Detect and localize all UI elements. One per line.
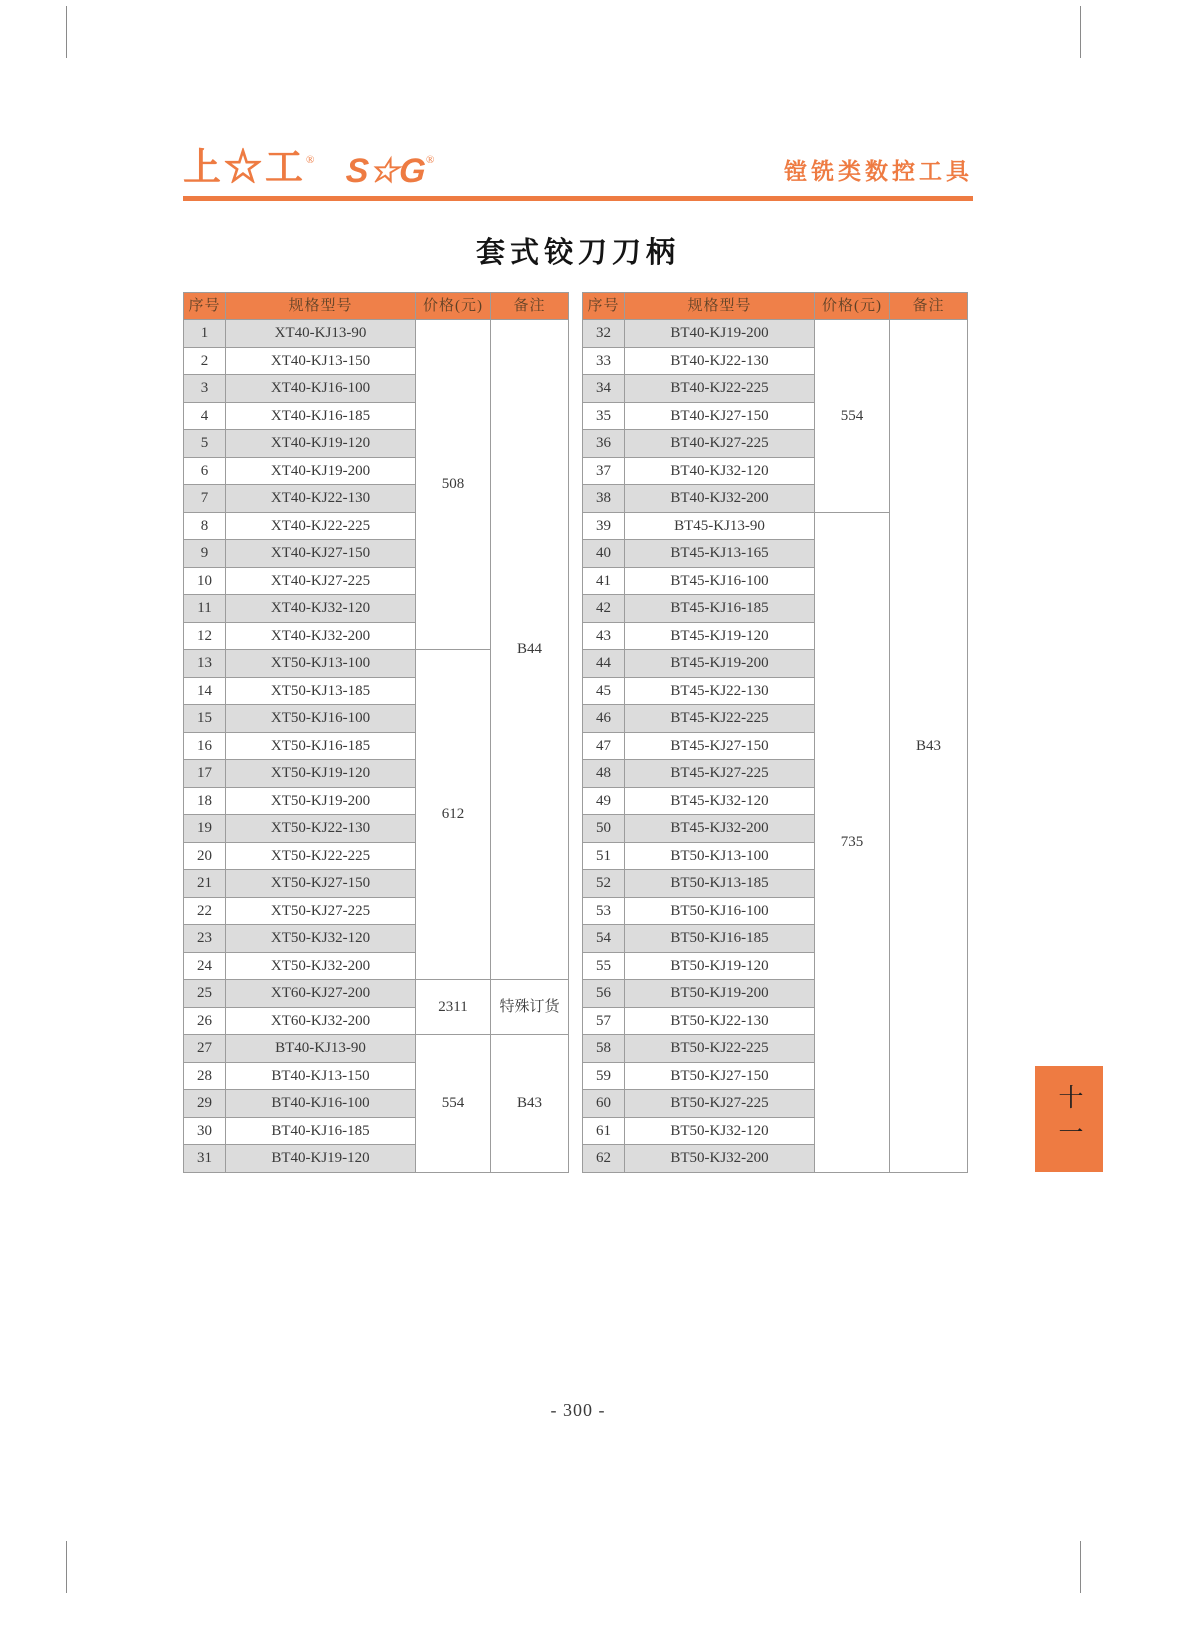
column-header: 序号 — [184, 293, 226, 320]
model-code: BT50-KJ16-185 — [625, 925, 815, 953]
row-number: 60 — [583, 1090, 625, 1118]
row-number: 41 — [583, 567, 625, 595]
model-code: BT45-KJ19-120 — [625, 622, 815, 650]
row-number: 48 — [583, 760, 625, 788]
model-code: BT45-KJ13-90 — [625, 512, 815, 540]
category-title: 镗铣类数控工具 — [784, 158, 973, 184]
model-code: BT50-KJ19-200 — [625, 980, 815, 1008]
price-table-right — [582, 292, 968, 1173]
price-value: 612 — [416, 650, 491, 980]
row-number: 38 — [583, 485, 625, 513]
model-code: BT40-KJ27-225 — [625, 430, 815, 458]
row-number: 4 — [184, 402, 226, 430]
row-number: 9 — [184, 540, 226, 568]
model-code: XT50-KJ32-120 — [226, 925, 416, 953]
row-number: 29 — [184, 1090, 226, 1118]
page-title: 套式铰刀刀柄 — [475, 237, 680, 269]
model-code: BT50-KJ16-100 — [625, 897, 815, 925]
crop-mark-bottom-left — [66, 1541, 67, 1593]
model-code: XT40-KJ13-90 — [226, 320, 416, 348]
model-code: XT40-KJ32-120 — [226, 595, 416, 623]
price-value: 554 — [416, 1035, 491, 1173]
row-number: 59 — [583, 1062, 625, 1090]
row-number: 58 — [583, 1035, 625, 1063]
model-code: XT50-KJ16-185 — [226, 732, 416, 760]
model-code: BT45-KJ27-150 — [625, 732, 815, 760]
row-number: 21 — [184, 870, 226, 898]
model-code: XT40-KJ16-100 — [226, 375, 416, 403]
model-code: BT40-KJ19-120 — [226, 1145, 416, 1173]
row-number: 49 — [583, 787, 625, 815]
masthead — [183, 136, 973, 192]
row-number: 42 — [583, 595, 625, 623]
crop-mark-bottom-right — [1080, 1541, 1081, 1593]
model-code: BT45-KJ16-185 — [625, 595, 815, 623]
model-code: XT60-KJ32-200 — [226, 1007, 416, 1035]
column-header: 备注 — [890, 293, 968, 320]
row-number: 61 — [583, 1117, 625, 1145]
model-code: BT45-KJ32-120 — [625, 787, 815, 815]
row-number: 23 — [184, 925, 226, 953]
row-number: 6 — [184, 457, 226, 485]
row-number: 11 — [184, 595, 226, 623]
model-code: BT50-KJ19-120 — [625, 952, 815, 980]
row-number: 47 — [583, 732, 625, 760]
row-number: 31 — [184, 1145, 226, 1173]
row-number: 36 — [583, 430, 625, 458]
price-value: 554 — [815, 320, 890, 513]
row-number: 28 — [184, 1062, 226, 1090]
model-code: XT40-KJ19-120 — [226, 430, 416, 458]
model-code: XT40-KJ27-150 — [226, 540, 416, 568]
crop-mark-top-left — [66, 6, 67, 58]
row-number: 24 — [184, 952, 226, 980]
chapter-tab — [1035, 1066, 1103, 1172]
column-header: 价格(元) — [815, 293, 890, 320]
row-number: 32 — [583, 320, 625, 348]
model-code: BT40-KJ32-200 — [625, 485, 815, 513]
row-number: 54 — [583, 925, 625, 953]
remark-value: B43 — [890, 320, 968, 1173]
row-number: 15 — [184, 705, 226, 733]
remark-value: 特殊订货 — [491, 980, 569, 1035]
model-code: BT40-KJ13-90 — [226, 1035, 416, 1063]
brand-logo-sg: S☆G — [345, 152, 428, 190]
row-number: 62 — [583, 1145, 625, 1173]
model-code: BT45-KJ22-130 — [625, 677, 815, 705]
row-number: 10 — [184, 567, 226, 595]
row-number: 14 — [184, 677, 226, 705]
model-code: XT40-KJ16-185 — [226, 402, 416, 430]
row-number: 20 — [184, 842, 226, 870]
price-table-left — [183, 292, 569, 1173]
crop-mark-top-right — [1080, 6, 1081, 58]
row-number: 39 — [583, 512, 625, 540]
table-row — [583, 320, 968, 348]
model-code: BT40-KJ22-130 — [625, 347, 815, 375]
table-row — [184, 1035, 569, 1063]
model-code: XT40-KJ27-225 — [226, 567, 416, 595]
remark-value: B43 — [491, 1035, 569, 1173]
row-number: 1 — [184, 320, 226, 348]
row-number: 33 — [583, 347, 625, 375]
row-number: 45 — [583, 677, 625, 705]
model-code: BT50-KJ13-185 — [625, 870, 815, 898]
column-header: 价格(元) — [416, 293, 491, 320]
row-number: 56 — [583, 980, 625, 1008]
row-number: 25 — [184, 980, 226, 1008]
model-code: BT50-KJ32-200 — [625, 1145, 815, 1173]
model-code: XT40-KJ32-200 — [226, 622, 416, 650]
model-code: XT50-KJ16-100 — [226, 705, 416, 733]
model-code: BT40-KJ13-150 — [226, 1062, 416, 1090]
row-number: 43 — [583, 622, 625, 650]
row-number: 50 — [583, 815, 625, 843]
model-code: XT50-KJ19-200 — [226, 787, 416, 815]
row-number: 22 — [184, 897, 226, 925]
row-number: 55 — [583, 952, 625, 980]
row-number: 26 — [184, 1007, 226, 1035]
row-number: 53 — [583, 897, 625, 925]
column-header: 规格型号 — [226, 293, 416, 320]
model-code: BT50-KJ32-120 — [625, 1117, 815, 1145]
registered-mark-icon: ® — [425, 154, 435, 166]
model-code: BT50-KJ22-130 — [625, 1007, 815, 1035]
row-number: 3 — [184, 375, 226, 403]
row-number: 51 — [583, 842, 625, 870]
row-number: 37 — [583, 457, 625, 485]
price-value: 508 — [416, 320, 491, 650]
row-number: 34 — [583, 375, 625, 403]
model-code: BT45-KJ13-165 — [625, 540, 815, 568]
row-number: 7 — [184, 485, 226, 513]
model-code: XT50-KJ27-225 — [226, 897, 416, 925]
row-number: 46 — [583, 705, 625, 733]
model-code: BT40-KJ19-200 — [625, 320, 815, 348]
model-code: BT45-KJ16-100 — [625, 567, 815, 595]
page-number: - 300 - — [550, 1400, 606, 1420]
brand-logo-shanggong: 上☆工 — [183, 147, 307, 189]
model-code: BT50-KJ27-225 — [625, 1090, 815, 1118]
model-code: XT50-KJ13-185 — [226, 677, 416, 705]
column-header: 备注 — [491, 293, 569, 320]
row-number: 12 — [184, 622, 226, 650]
model-code: XT50-KJ13-100 — [226, 650, 416, 678]
row-number: 5 — [184, 430, 226, 458]
price-value: 735 — [815, 512, 890, 1172]
model-code: BT45-KJ32-200 — [625, 815, 815, 843]
model-code: BT45-KJ19-200 — [625, 650, 815, 678]
model-code: BT45-KJ27-225 — [625, 760, 815, 788]
model-code: XT60-KJ27-200 — [226, 980, 416, 1008]
model-code: BT45-KJ22-225 — [625, 705, 815, 733]
row-number: 18 — [184, 787, 226, 815]
model-code: XT50-KJ22-225 — [226, 842, 416, 870]
row-number: 57 — [583, 1007, 625, 1035]
price-value: 2311 — [416, 980, 491, 1035]
model-code: XT40-KJ19-200 — [226, 457, 416, 485]
row-number: 8 — [184, 512, 226, 540]
row-number: 40 — [583, 540, 625, 568]
row-number: 19 — [184, 815, 226, 843]
table-row — [184, 980, 569, 1008]
row-number: 2 — [184, 347, 226, 375]
model-code: XT50-KJ22-130 — [226, 815, 416, 843]
row-number: 52 — [583, 870, 625, 898]
price-tables — [183, 292, 968, 1173]
model-code: BT50-KJ22-225 — [625, 1035, 815, 1063]
row-number: 17 — [184, 760, 226, 788]
model-code: BT40-KJ16-100 — [226, 1090, 416, 1118]
header-rule — [183, 196, 973, 201]
registered-mark-icon: ® — [306, 154, 315, 166]
row-number: 13 — [184, 650, 226, 678]
column-header: 规格型号 — [625, 293, 815, 320]
model-code: BT40-KJ27-150 — [625, 402, 815, 430]
chapter-tab-label: 十一 — [1055, 1084, 1083, 1154]
remark-value: B44 — [491, 320, 569, 980]
model-code: XT40-KJ13-150 — [226, 347, 416, 375]
model-code: BT50-KJ13-100 — [625, 842, 815, 870]
model-code: BT40-KJ32-120 — [625, 457, 815, 485]
model-code: BT50-KJ27-150 — [625, 1062, 815, 1090]
row-number: 44 — [583, 650, 625, 678]
model-code: XT50-KJ19-120 — [226, 760, 416, 788]
model-code: BT40-KJ22-225 — [625, 375, 815, 403]
row-number: 16 — [184, 732, 226, 760]
model-code: BT40-KJ16-185 — [226, 1117, 416, 1145]
row-number: 30 — [184, 1117, 226, 1145]
row-number: 27 — [184, 1035, 226, 1063]
table-row — [184, 320, 569, 348]
column-header: 序号 — [583, 293, 625, 320]
model-code: XT40-KJ22-225 — [226, 512, 416, 540]
model-code: XT50-KJ27-150 — [226, 870, 416, 898]
model-code: XT40-KJ22-130 — [226, 485, 416, 513]
row-number: 35 — [583, 402, 625, 430]
model-code: XT50-KJ32-200 — [226, 952, 416, 980]
